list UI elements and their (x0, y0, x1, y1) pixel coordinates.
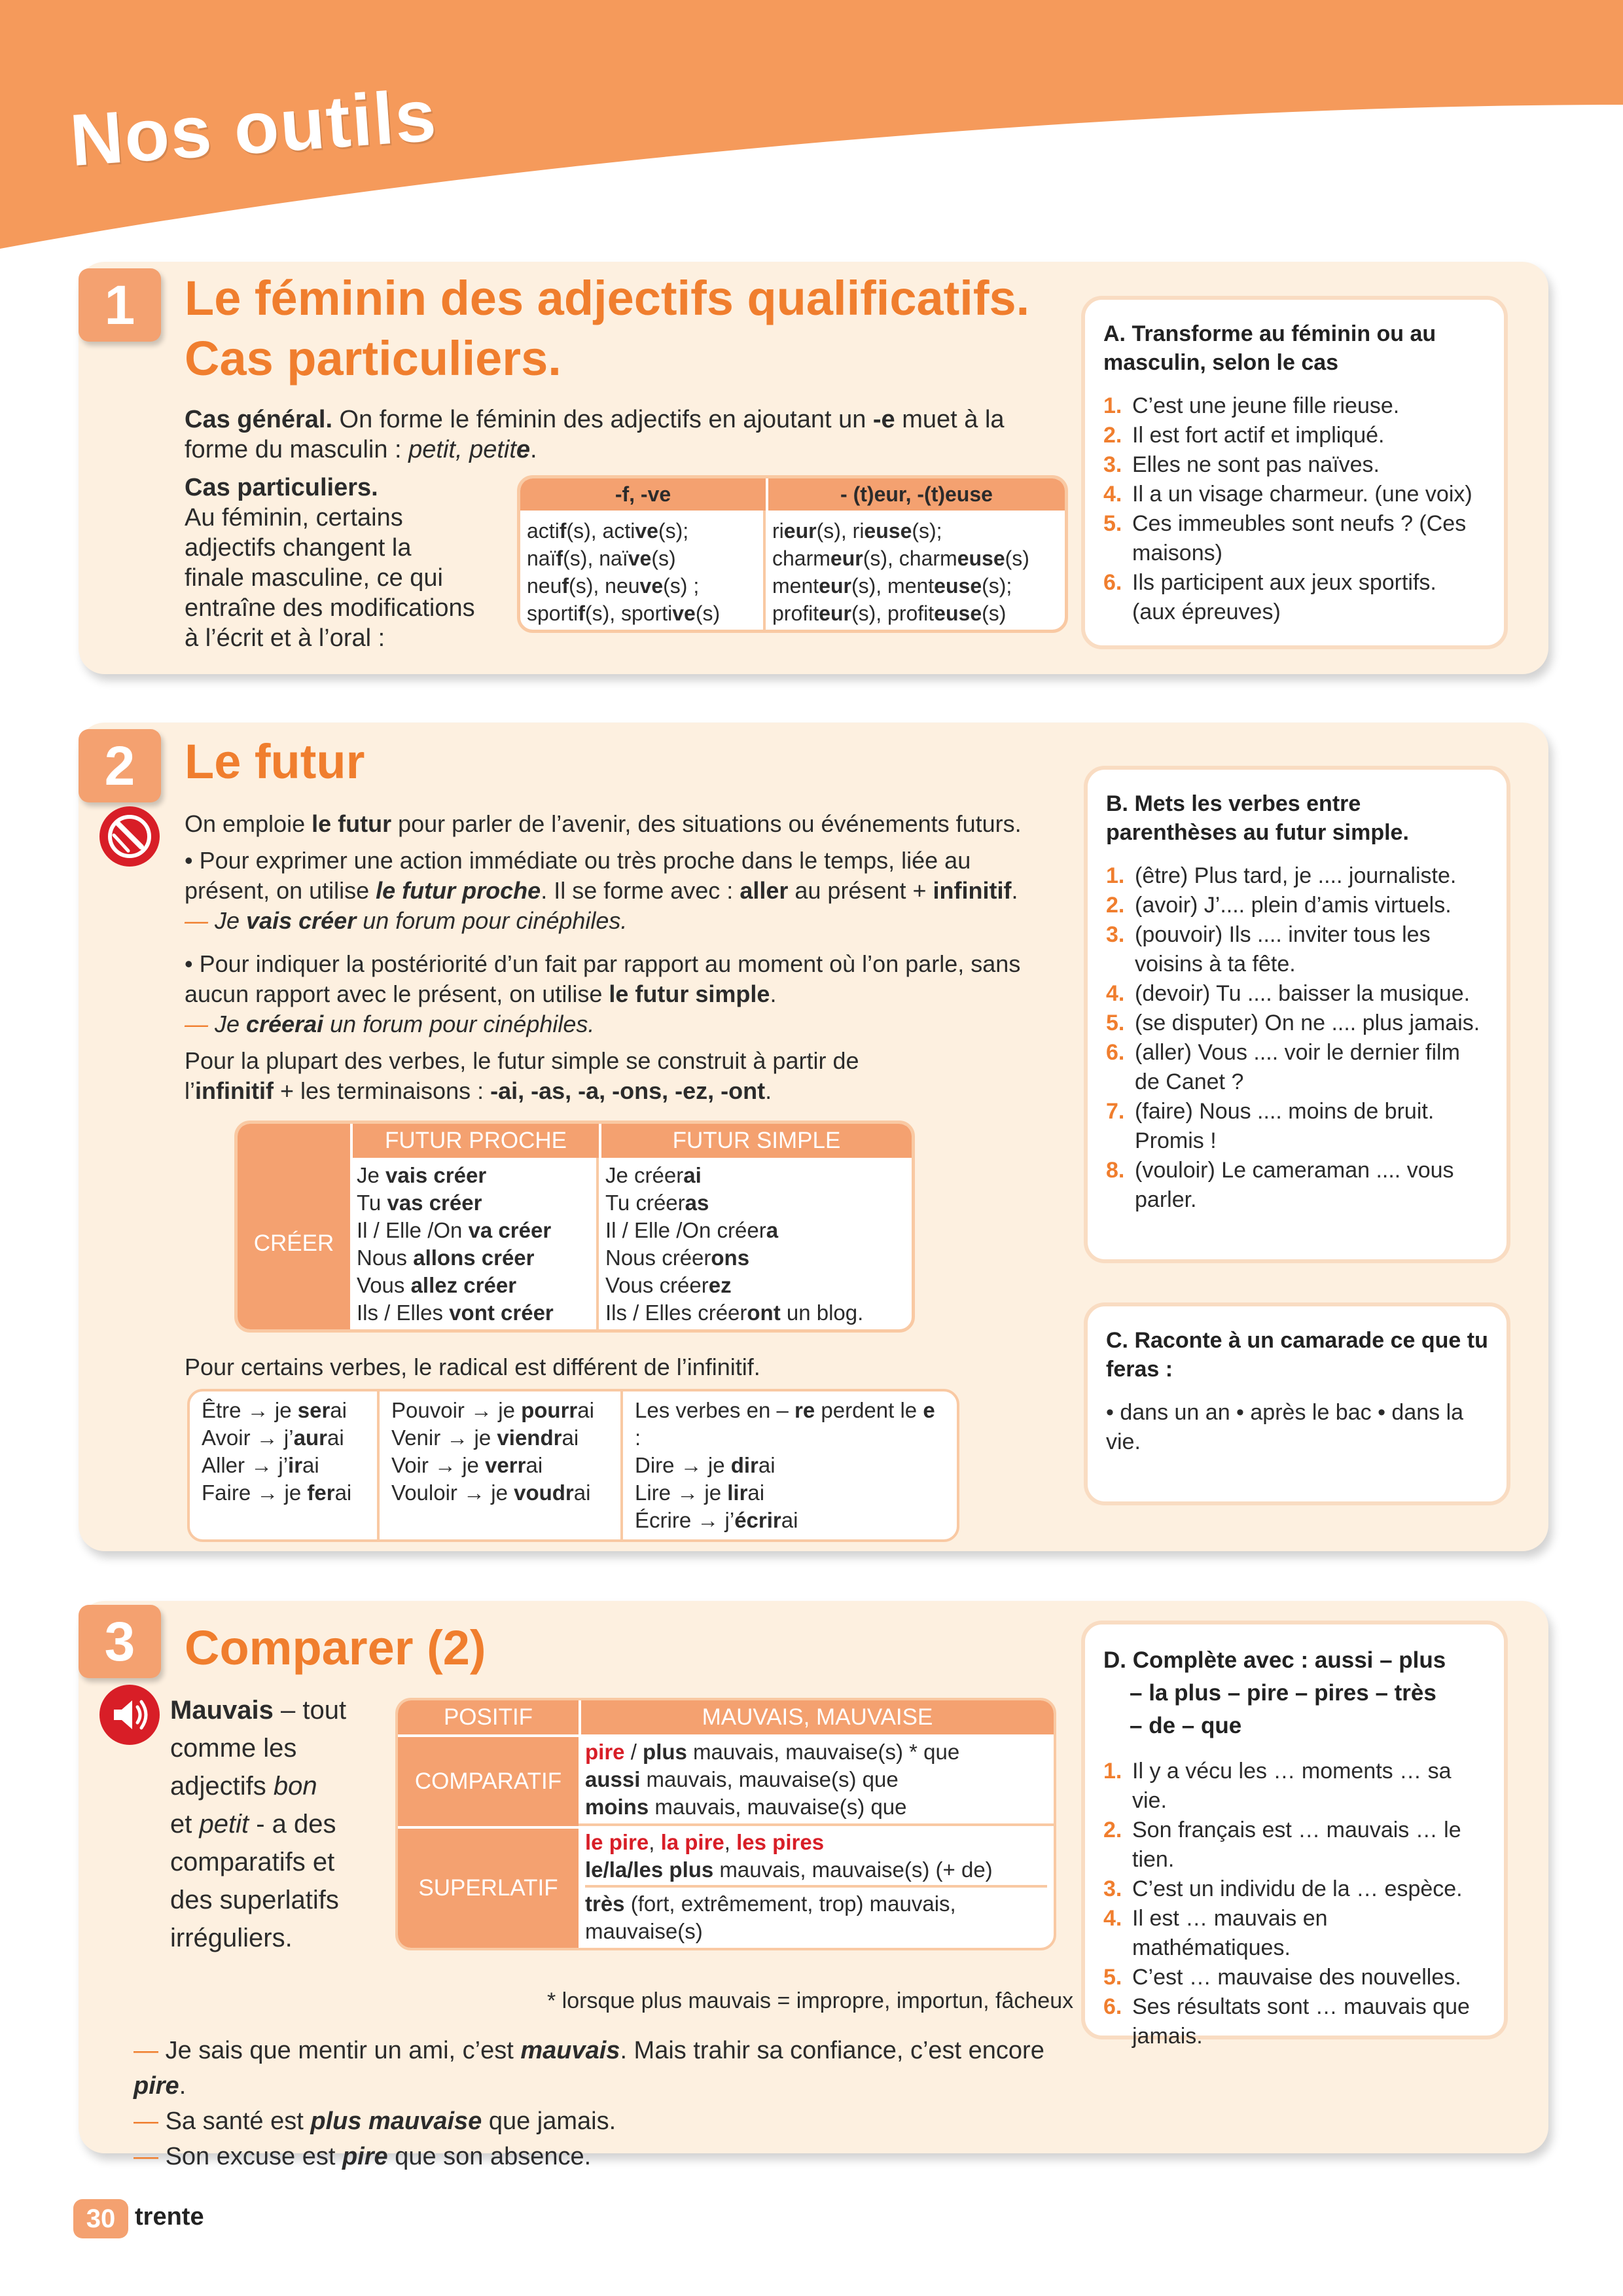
table-cell: Je créerai Tu créeras Il / Elle /On créera Nous créerons Vous créerez Ils / Elles créeront un blog. (605, 1163, 864, 1325)
table-footnote: * lorsque plus mauvais = impropre, importun, fâcheux (547, 1988, 1074, 2013)
exercise-item: 2. Il est fort actif et impliqué. (1103, 423, 1385, 448)
exercise-title: D. Complète avec : aussi – plus – la plus – pire – pires – très – de – que (1103, 1647, 1446, 1738)
general-rule: Cas général. On forme le féminin des adjectifs en ajoutant un -e muet à la forme du masculin : petit, petite. (185, 406, 1005, 463)
exercise-title: A. Transforme au féminin ou au masculin, selon le cas (1103, 321, 1436, 375)
exercise-d-card (1081, 1621, 1508, 2049)
page-heading: Nos outils (67, 74, 440, 182)
comparer-examples: — Je sais que mentir un ami, c’est mauvais. Mais trahir sa confiance, c’est encore pire. — Sa santé est plus mauvaise que jamais. — Son excuse est pire que son absence. (134, 2037, 1044, 2170)
section-number: 3 (79, 1605, 161, 1678)
particular-rule: Cas particuliers. Au féminin, certains adjectifs changent la finale masculine, ce qui entraîne des modifications à l’écrit et à l’oral : (185, 474, 475, 652)
exercise-item: 2. Son français est … mauvais … le tien. (1103, 1818, 1461, 1872)
section-number: 1 (79, 268, 161, 342)
column-header: FUTUR PROCHE (350, 1124, 599, 1158)
exercise-item: 4. Il est … mauvais en mathématiques. (1103, 1906, 1328, 1960)
exercise-item: 3. C’est un individu de la … espèce. (1103, 1876, 1463, 1901)
exercise-item: 5. C’est … mauvaise des nouvelles. (1103, 1965, 1461, 1990)
exercise-item: 5. Ces immeubles sont neufs ? (Ces maisons) (1103, 511, 1467, 565)
exercise-c-card (1084, 1302, 1510, 1505)
column-header: POSITIF (398, 1700, 579, 1734)
comparison-table (395, 1698, 1056, 1950)
exercise-item: 6. Ils participent aux jeux sportifs. (aux épreuves) (1103, 570, 1436, 624)
exercise-item: 3. (pouvoir) Ils .... inviter tous les voisins à ta fête. (1106, 922, 1431, 977)
exercise-title: C. Raconte à un camarade ce que tu feras : (1106, 1328, 1488, 1382)
table-cell: Être → je serai Avoir → j’aurai Aller → j’irai Faire → je ferai (190, 1391, 380, 1539)
exercise-title: B. Mets les verbes entre parenthèses au futur simple. (1106, 791, 1409, 845)
irregular-table (187, 1389, 959, 1542)
table-cell: Pouvoir → je pourrai Venir → je viendrai Voir → je verrai Vouloir → je voudrai (380, 1391, 623, 1539)
exercise-item: 6. Ses résultats sont … mauvais que jamais. (1103, 1994, 1470, 2049)
row-header: CRÉER (238, 1158, 350, 1329)
table-corner (238, 1124, 350, 1158)
feminine-table (517, 475, 1068, 633)
column-header: MAUVAIS, MAUVAISE (579, 1700, 1054, 1734)
exercise-item: 3. Elles ne sont pas naïves. (1103, 452, 1380, 477)
section-number: 2 (79, 729, 161, 802)
table-cell: Je vais créer Tu vas créer Il / Elle /On va créer Nous allons créer Vous allez créer Ils / Elles vont créer (350, 1158, 599, 1329)
table-cell: le pire, la pire, les pires le/la/les plus mauvais, mauvaise(s) (+ de) très (fort, extrêmement, trop) mauvais, mauvaise(s) (579, 1826, 1054, 1948)
conjugation-table (234, 1121, 915, 1333)
exercise-item: 2. (avoir) J’.... plein d’amis virtuels. (1106, 893, 1452, 918)
exercise-b-card (1084, 766, 1510, 1263)
section-title: Comparer (2) (185, 1621, 486, 1675)
exercise-item: 4. (devoir) Tu .... baisser la musique. (1106, 981, 1471, 1006)
exercise-text: • dans un an • après le bac • dans la vie. (1106, 1400, 1464, 1454)
column-header: - (t)eur, -(t)euse (766, 478, 1065, 511)
row-header: COMPARATIF (398, 1734, 579, 1826)
page-number: 30 (73, 2199, 128, 2238)
speaker-icon (99, 1685, 160, 1745)
row-header: SUPERLATIF (398, 1826, 579, 1948)
column-header: -f, -ve (520, 478, 766, 511)
exercise-item: 4. Il a un visage charmeur. (une voix) (1103, 482, 1472, 507)
exercise-item: 1. C’est une jeune fille rieuse. (1103, 393, 1400, 418)
exercise-item: 1. (être) Plus tard, je .... journaliste. (1106, 863, 1457, 888)
table-cell: Les verbes en – re perdent le e : Dire → je dirai Lire → je lirai Écrire → j’écrirai (635, 1398, 935, 1532)
table-cell: pire / plus mauvais, mauvaise(s) * que aussi mauvais, mauvaise(s) que moins mauvais, mauvaise(s) que (579, 1734, 1054, 1826)
exercise-item: 6. (aller) Vous .... voir le dernier film de Canet ? (1106, 1040, 1460, 1094)
futur-explanation: On emploie le futur pour parler de l’avenir, des situations ou événements futurs. • Pour exprimer une action immédiate ou très proche dans le temps, liée au présent, on utilise le futur proche. Il se forme avec : aller au présent + infinitif. — Je vais créer un forum pour cinéphiles. • Pour indiquer la postériorité d’un fait par rapport au moment où l’on parle, sans aucun rapport avec le présent, on utilise le futur simple. — Je créerai un forum pour cinéphiles. Pour la plupart des verbes, le futur simple se construit à partir de l’infinitif + les terminaisons : -ai, -as, -a, -ons, -ez, -ont. (185, 810, 1022, 1104)
section-title: Le féminin des adjectifs qualificatifs. Cas particuliers. (185, 271, 1030, 386)
table-cell: rieur(s), rieuse(s); charmeur(s), charmeuse(s) menteur(s), menteuse(s); profiteur(s), profiteuse(s) (772, 519, 1029, 625)
exercise-a-card (1081, 296, 1508, 649)
page-number-word: trente (135, 2203, 204, 2231)
exercise-item: 8. (vouloir) Le cameraman .... vous parler. (1106, 1158, 1454, 1212)
exercise-item: 5. (se disputer) On ne .... plus jamais. (1106, 1011, 1480, 1035)
column-header: FUTUR SIMPLE (599, 1124, 912, 1158)
section-title: Le futur (185, 734, 365, 789)
irregular-intro: Pour certains verbes, le radical est différent de l’infinitif. (185, 1354, 760, 1380)
comparer-intro: Mauvais – tout comme les adjectifs bon et petit - a des comparatifs et des superlatifs irréguliers. (170, 1696, 347, 1952)
table-cell: actif(s), active(s); naïf(s), naïve(s) neuf(s), neuve(s) ; sportif(s), sportive(s) (520, 511, 766, 630)
exercise-item: 1. Il y a vécu les … moments … sa vie. (1103, 1759, 1452, 1813)
exercise-item: 7. (faire) Nous .... moins de bruit. Promis ! (1106, 1099, 1435, 1153)
pen-icon (99, 806, 160, 867)
